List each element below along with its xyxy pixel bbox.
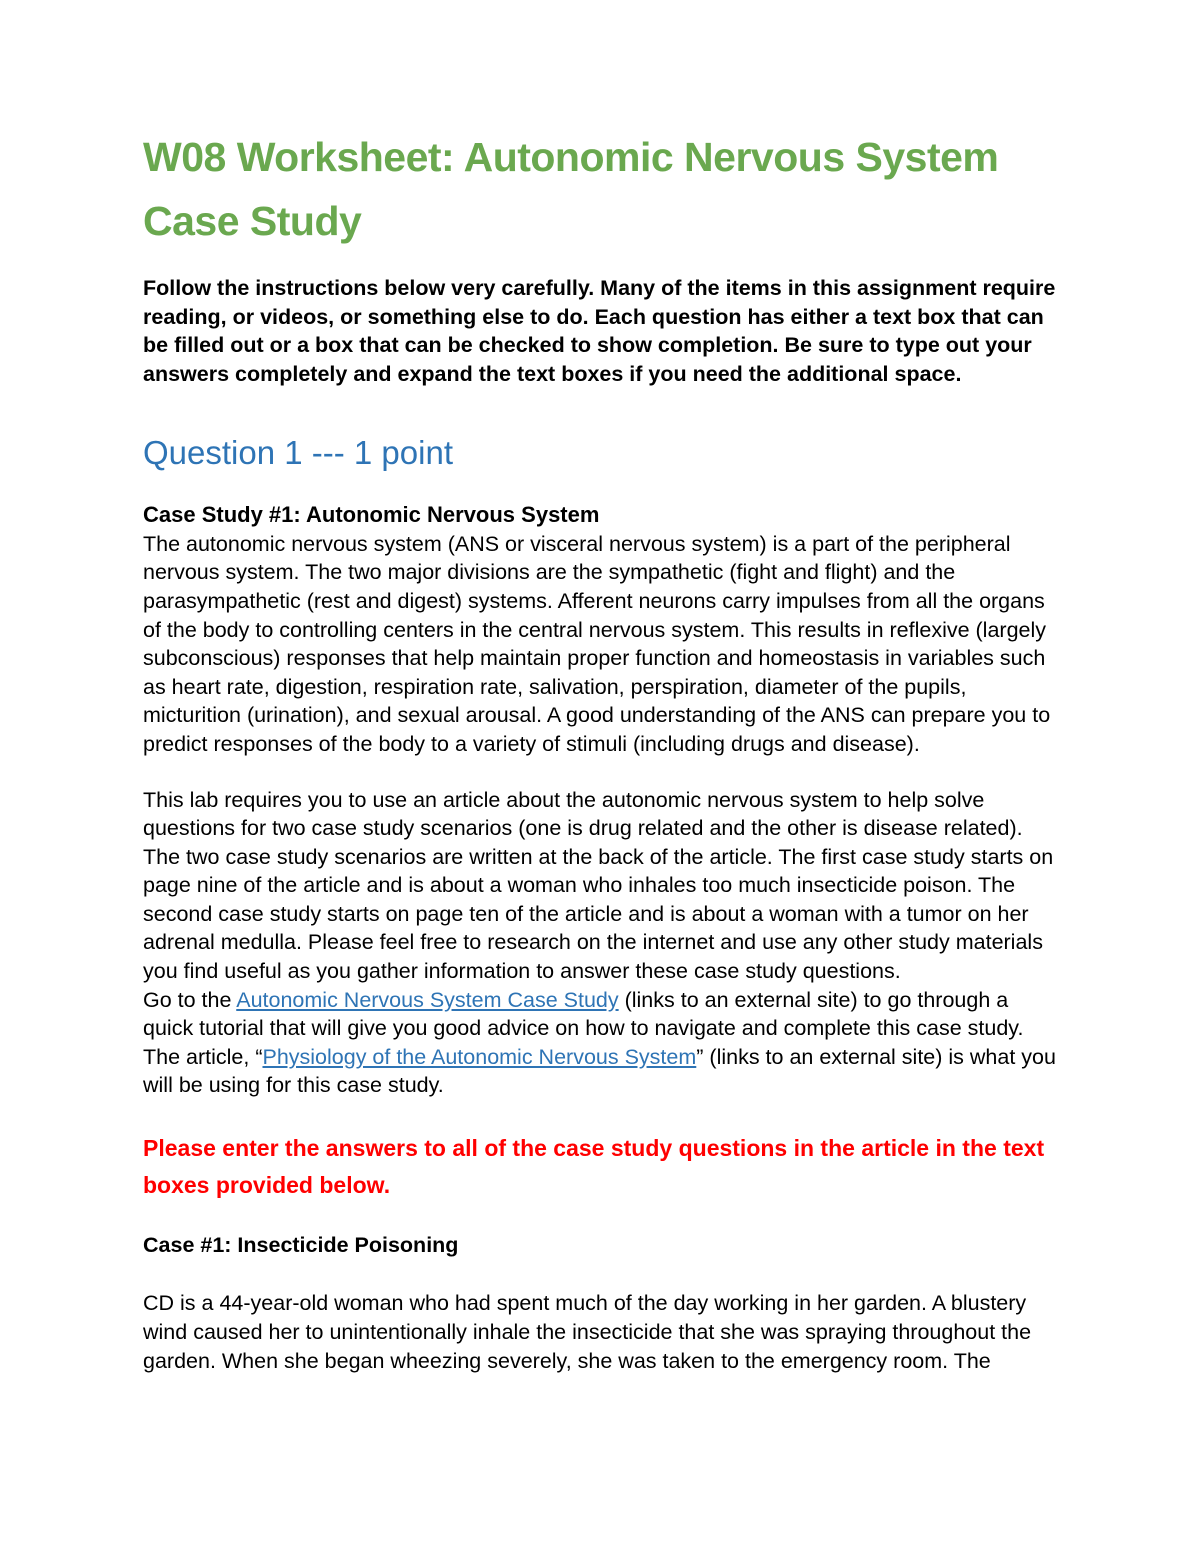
go-to-prefix: Go to the xyxy=(143,987,237,1012)
article-link[interactable]: Physiology of the Autonomic Nervous System xyxy=(262,1044,697,1069)
intro-paragraph: Follow the instructions below very carefully. Many of the items in this assignment require reading, or videos, or something else to do. Each question has either a text box that can be filled out or a box that can be checked to show completion. Be sure to type out your answers completely and expand the text boxes if you need the additional space. xyxy=(143,275,1056,386)
case-study-tutorial-link[interactable]: Autonomic Nervous System Case Study xyxy=(236,987,619,1012)
lab-instructions-paragraph: This lab requires you to use an article about the autonomic nervous system to help solve questions for two case study scenarios (one is drug related and the other is disease related). The two case study scenarios are written at the back of the article. The first case study starts on page nine of the article and is about a woman who inhales too much insecticide poison. The second case study starts on page ten of the article and is about a woman with a tumor on her adrenal medulla. Please feel free to research on the internet and use any other study materials you find useful as you gather information to answer these case study questions. xyxy=(143,787,1054,984)
ans-description-paragraph: The autonomic nervous system (ANS or visceral nervous system) is a part of the peripheral nervous system. The two major divisions are the sympathetic (fight and flight) and the parasympathetic (rest and digest) systems. Afferent neurons carry impulses from all the organs of the body to controlling centers in the central nervous system. This results in reflexive (largely subconscious) responses that help maintain proper function and homeostasis in variables such as heart rate, digestion, respiration rate, salivation, perspiration, diameter of the pupils, micturition (urination), and sexual arousal. A good understanding of the ANS can prepare you to predict responses of the body to a variety of stimuli (including drugs and disease). xyxy=(143,531,1051,756)
go-to-line xyxy=(143,986,1058,1043)
lab-instructions-block xyxy=(143,786,1058,1101)
go-to-suffix: (links to an external site) to go through a quick tutorial that will give you good advice on how to navigate and complete this case study. xyxy=(143,987,1024,1041)
article-prefix: The article, “ xyxy=(143,1044,263,1069)
article-line xyxy=(143,1043,1058,1100)
case-1-heading: Case #1: Insecticide Poisoning xyxy=(143,1232,459,1257)
answer-instructions-notice: Please enter the answers to all of the case study questions in the article in the text boxes provided below. xyxy=(143,1135,1045,1199)
case-study-1-heading: Case Study #1: Autonomic Nervous System xyxy=(143,502,600,528)
case-1-description-paragraph: CD is a 44-year-old woman who had spent much of the day working in her garden. A blustery wind caused her to unintentionally inhale the insecticide that she was spraying throughout the garden. When she began wheezing severely, she was taken to the emergency room. The xyxy=(143,1291,1032,1373)
question-1-heading: Question 1 --- 1 point xyxy=(143,434,453,472)
worksheet-title: W08 Worksheet: Autonomic Nervous System Case Study xyxy=(143,134,999,244)
article-suffix: ” (links to an external site) is what you will be using for this case study. xyxy=(143,1044,1056,1098)
